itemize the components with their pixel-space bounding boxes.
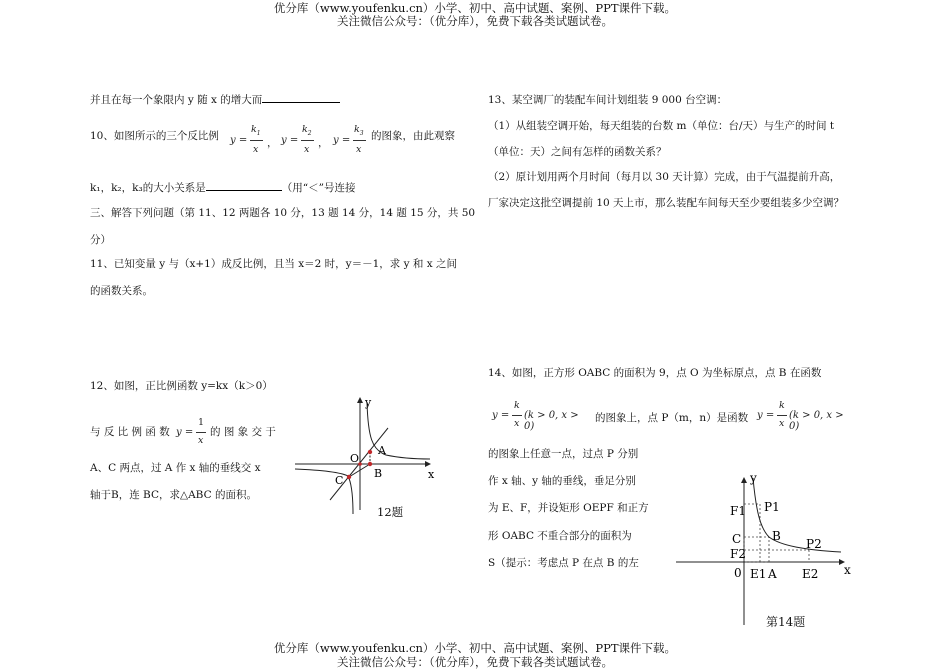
q12-line-4: 轴于B，连 BC，求△ABC 的面积。 (90, 489, 257, 501)
formula-k3: y = $k_3$ x (333, 124, 373, 160)
formula-k-over-x-1: y = k x (k > 0, x > 0) (492, 400, 579, 432)
fig14-label-a: A (768, 567, 777, 581)
fig14-label-p1: P1 (764, 500, 780, 514)
q13-line-5: 厂家决定这批空调提前 10 天上市，那么装配车间每天至少要组装多少空调？ (488, 197, 845, 209)
q10-sep-1: ， (267, 137, 278, 149)
q10-compare (90, 180, 355, 195)
header-line-2: 关注微信公众号：（优分库），免费下载各类试题试卷。 (337, 14, 613, 28)
fig14-label-e2: E2 (802, 567, 819, 581)
formula-k-over-x-2: y = k x (k > 0, x > 0) (757, 400, 844, 432)
q10-sep-2: ， (318, 137, 329, 149)
hyperbola (753, 478, 841, 552)
answer-blank (206, 180, 282, 191)
q12-line-2-pre: 与 反 比 例 函 数 (90, 426, 170, 438)
fig12-label-c: C (335, 474, 344, 487)
formula-k2: y = $k_2$ x (281, 124, 321, 160)
fig12-label-o: O (350, 452, 360, 465)
fig12-label-y: y (365, 396, 372, 409)
fig14-label-c: C (732, 532, 742, 546)
figure-14 (676, 470, 866, 630)
q13-line-2: （1）从组装空调开始，每天组装的台数 m（单位：台/天）与生产的时间 t (488, 120, 835, 132)
point-c (347, 475, 351, 479)
q12-line-3: A、C 两点，过 A 作 x 轴的垂线交 x (90, 462, 261, 474)
q11-line-1: 11、已知变量 y 与（x+1）成反比例，且当 x＝2 时，y＝－1，求 y 和 x 之间 (90, 258, 457, 270)
fig12-label-a: A (378, 444, 386, 457)
q13-line-1: 13、某空调厂的装配车间计划组装 9 000 台空调： (488, 94, 728, 106)
q13-line-4: （2）原计划用两个月时间（每月以 30 天计算）完成，由于气温提前升高， (488, 171, 841, 183)
hyperbola-branch-1 (367, 402, 430, 459)
q11-line-2: 的函数关系。 (90, 285, 153, 297)
fig14-caption: 第14题 (766, 615, 806, 629)
q10-tail: 的图象，由此观察 (371, 130, 455, 142)
header-line-1: 优分库（www.youfenku.cn）小学、初中、高中试题、案例、PPT课件下载。 (273, 1, 677, 15)
fig14-label-o: 0 (734, 566, 742, 580)
point-a (368, 450, 372, 454)
q14-line-7: S（提示：考虑点 P 在点 B 的左 (488, 557, 639, 569)
fig14-label-x: x (844, 563, 851, 577)
formula-1-over-x: y = 1 x (176, 417, 205, 446)
fig14-label-e1: E1 (750, 567, 767, 581)
q9-tail-text: 并且在每一个象限内 y 随 x 的增大而 (90, 94, 263, 106)
q14-line-5: 为 E、F，并设矩形 OEPF 和正方 (488, 502, 649, 514)
square-oabc (744, 537, 769, 562)
q14-mid: 的图象上，点 P（m，n）是函数 (595, 412, 749, 424)
q14-line-1: 14、如图，正方形 OABC 的面积为 9，点 O 为坐标原点，点 B 在函数 (488, 367, 822, 379)
section-3-line-1: 三、解答下列问题（第 11、12 两题各 10 分，13 题 14 分，14 题 15 分，共 50 (90, 207, 476, 219)
fig12-label-x: x (428, 468, 435, 481)
q10-compare-text: k₁，k₂，k₃的大小关系是 (90, 182, 206, 194)
q10-intro: 10、如图所示的三个反比例 (90, 130, 219, 142)
fig14-label-p2: P2 (806, 537, 822, 551)
fig14-label-b: B (772, 529, 781, 543)
point-b (368, 462, 372, 466)
fig14-label-f2: F2 (730, 547, 746, 561)
fig14-label-y: y (750, 471, 757, 485)
q10-compare-note: （用“＜”号连接 (281, 182, 356, 194)
q9-tail (90, 92, 340, 107)
section-3-line-2: 分） (90, 234, 111, 246)
formula-k1: y = $k_1$ x (230, 124, 270, 160)
fig12-label-b: B (374, 467, 383, 480)
footer-line-2: 关注微信公众号：（优分库），免费下载各类试题试卷。 (337, 655, 613, 669)
q14-line-6: 形 OABC 不重合部分的面积为 (488, 530, 632, 542)
q14-line-4: 作 x 轴、y 轴的垂线，垂足分别 (488, 475, 636, 487)
q12-line-1: 12、如图，正比例函数 y=kx（k＞0） (90, 380, 273, 392)
q14-line-3: 的图象上任意一点，过点 P 分别 (488, 448, 639, 460)
q13-line-3: （单位：天）之间有怎样的函数关系？ (488, 146, 667, 158)
figure-12 (290, 392, 440, 522)
answer-blank (262, 92, 340, 103)
footer-line-1: 优分库（www.youfenku.cn）小学、初中、高中试题、案例、PPT课件下载。 (273, 641, 677, 655)
fig14-label-f1: F1 (730, 504, 746, 518)
hyperbola-branch-3 (295, 469, 353, 514)
fig12-caption: 12题 (377, 505, 404, 519)
q12-line-2-post: 的 图 象 交 于 (210, 426, 276, 438)
